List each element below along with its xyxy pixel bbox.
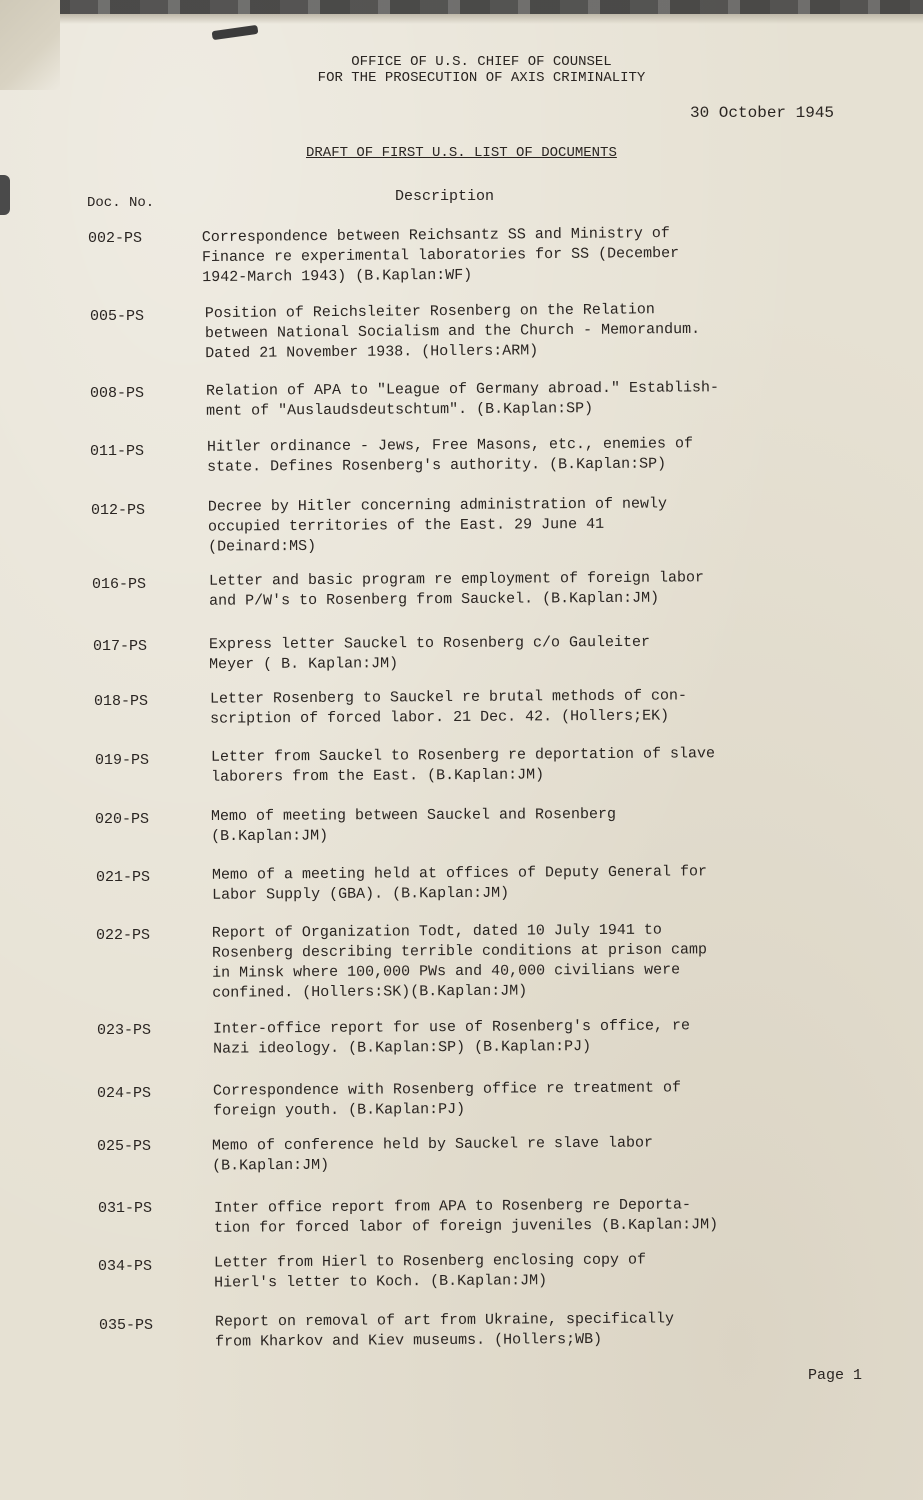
description-line: laborers from the East. (B.Kaplan:JM): [211, 766, 545, 786]
column-header-description: Description: [395, 188, 495, 205]
description-line: Relation of APA to "League of Germany abroad." Establish-: [205, 379, 720, 400]
description-line: between National Socialism and the Church - Memorandum.: [204, 320, 701, 343]
entry-description: [206, 378, 719, 422]
entry-doc-no: 005-PS: [90, 308, 145, 325]
description-line: Letter and basic program re employment of foreign labor: [208, 569, 705, 590]
document-title: DRAFT OF FIRST U.S. LIST OF DOCUMENTS: [306, 145, 617, 161]
description-line: state. Defines Rosenberg's authority. (B.Kaplan:SP): [207, 455, 667, 476]
description-line: in Minsk where 100,000 PWs and 40,000 civilians were: [212, 961, 681, 982]
entry-doc-no: 031-PS: [98, 1200, 153, 1217]
entry-description: [214, 1195, 718, 1239]
entry-doc-no: 011-PS: [90, 443, 145, 460]
description-line: tion for forced labor of foreign juveniles (B.Kaplan:JM): [214, 1216, 719, 1237]
entry-description: [209, 633, 650, 675]
entry-doc-no: 012-PS: [91, 502, 146, 519]
entry-doc-no: 022-PS: [96, 927, 151, 944]
description-line: scription of forced labor. 21 Dec. 42. (Hollers;EK): [210, 707, 670, 728]
description-line: confined. (Hollers:SK)(B.Kaplan:JM): [212, 982, 528, 1002]
entry-doc-no: 034-PS: [98, 1258, 153, 1275]
description-line: 1942-March 1943) (B.Kaplan:WF): [202, 266, 473, 287]
description-line: (Deinard:MS): [208, 537, 317, 556]
description-line: Labor Supply (GBA). (B.Kaplan:JM): [212, 884, 510, 904]
entry-description: [212, 920, 708, 1003]
office-header: [0, 54, 923, 86]
tape-mark: [212, 25, 259, 40]
entry-doc-no: 024-PS: [97, 1085, 152, 1102]
description-line: Finance re experimental laboratories for SS (December: [201, 244, 680, 267]
description-line: Hierl's letter to Koch. (B.Kaplan:JM): [214, 1272, 548, 1292]
entry-description: [202, 224, 680, 288]
description-line: Inter-office report for use of Rosenberg's office, re: [212, 1017, 691, 1038]
entry-description: [208, 494, 667, 557]
description-line: from Kharkov and Kiev museums. (Hollers;WB): [215, 1330, 603, 1351]
header-line-2: FOR THE PROSECUTION OF AXIS CRIMINALITY: [317, 70, 646, 86]
entry-description: [207, 434, 693, 477]
entry-description: [214, 1250, 646, 1293]
description-line: Correspondence between Reichsantz SS and Ministry of: [201, 224, 670, 247]
description-line: (B.Kaplan:JM): [212, 1156, 330, 1175]
entry-description: [213, 1016, 690, 1059]
entry-description: [211, 744, 715, 788]
entry-doc-no: 018-PS: [94, 693, 149, 710]
description-line: (B.Kaplan:JM): [211, 827, 329, 846]
description-line: occupied territories of the East. 29 June 41: [207, 515, 605, 536]
entry-doc-no: 017-PS: [93, 638, 148, 655]
description-line: Express letter Sauckel to Rosenberg c/o Gauleiter: [208, 633, 651, 654]
page-number: Page 1: [808, 1367, 863, 1384]
entry-description: [212, 862, 707, 905]
entry-doc-no: 035-PS: [99, 1317, 154, 1334]
description-line: Nazi ideology. (B.Kaplan:SP) (B.Kaplan:PJ): [213, 1038, 592, 1058]
description-line: Letter from Sauckel to Rosenberg re deportation of slave: [210, 745, 716, 766]
entry-description: [212, 1133, 653, 1176]
edge-mark: [0, 175, 10, 215]
entry-doc-no: 016-PS: [92, 576, 147, 593]
description-line: Report on removal of art from Ukraine, specifically: [214, 1310, 675, 1331]
description-line: Dated 21 November 1938. (Hollers:ARM): [205, 342, 539, 363]
entry-doc-no: 019-PS: [95, 752, 150, 769]
description-line: Memo of a meeting held at offices of Deputy General for: [211, 863, 708, 884]
description-line: Letter from Hierl to Rosenberg enclosing copy of: [213, 1251, 647, 1272]
entry-description: [210, 686, 687, 729]
entry-doc-no: 020-PS: [95, 811, 150, 828]
header-line-1: OFFICE OF U.S. CHIEF OF COUNSEL: [351, 54, 612, 70]
description-line: and P/W's to Rosenberg from Sauckel. (B.Kaplan:JM): [209, 589, 660, 610]
entry-description: [211, 805, 616, 847]
description-line: Position of Reichsleiter Rosenberg on the Relation: [204, 301, 655, 323]
column-header-doc-no: Doc. No.: [87, 195, 155, 211]
scan-edge-strip: [0, 0, 923, 14]
entry-doc-no: 025-PS: [97, 1138, 152, 1155]
description-line: Rosenberg describing terrible conditions at prison camp: [211, 941, 708, 962]
entry-description: [205, 300, 701, 364]
description-line: Memo of conference held by Sauckel re slave labor: [211, 1134, 654, 1155]
description-line: Hitler ordinance - Jews, Free Masons, etc., enemies of: [206, 435, 694, 456]
entry-doc-no: 002-PS: [88, 230, 143, 247]
description-line: Meyer ( B. Kaplan:JM): [209, 655, 399, 674]
entry-description: [209, 568, 704, 611]
entry-description: [215, 1309, 674, 1352]
entry-doc-no: 008-PS: [90, 385, 145, 402]
description-line: Memo of meeting between Sauckel and Rosenberg: [210, 805, 617, 826]
entry-doc-no: 023-PS: [97, 1022, 152, 1039]
description-line: Decree by Hitler concerning administration of newly: [207, 495, 667, 516]
description-line: Inter office report from APA to Rosenberg re Deporta-: [213, 1196, 692, 1217]
entry-description: [213, 1078, 681, 1121]
document-date: 30 October 1945: [690, 104, 835, 122]
description-line: ment of "Auslaudsdeutschtum". (B.Kaplan:SP): [206, 400, 594, 420]
entry-doc-no: 021-PS: [96, 869, 151, 886]
description-line: Report of Organization Todt, dated 10 July 1941 to: [211, 921, 662, 942]
description-line: foreign youth. (B.Kaplan:PJ): [213, 1100, 466, 1120]
scan-edge-shadow: [0, 14, 923, 24]
description-line: Correspondence with Rosenberg office re treatment of: [212, 1079, 682, 1100]
description-line: Letter Rosenberg to Sauckel re brutal methods of con-: [209, 687, 688, 708]
